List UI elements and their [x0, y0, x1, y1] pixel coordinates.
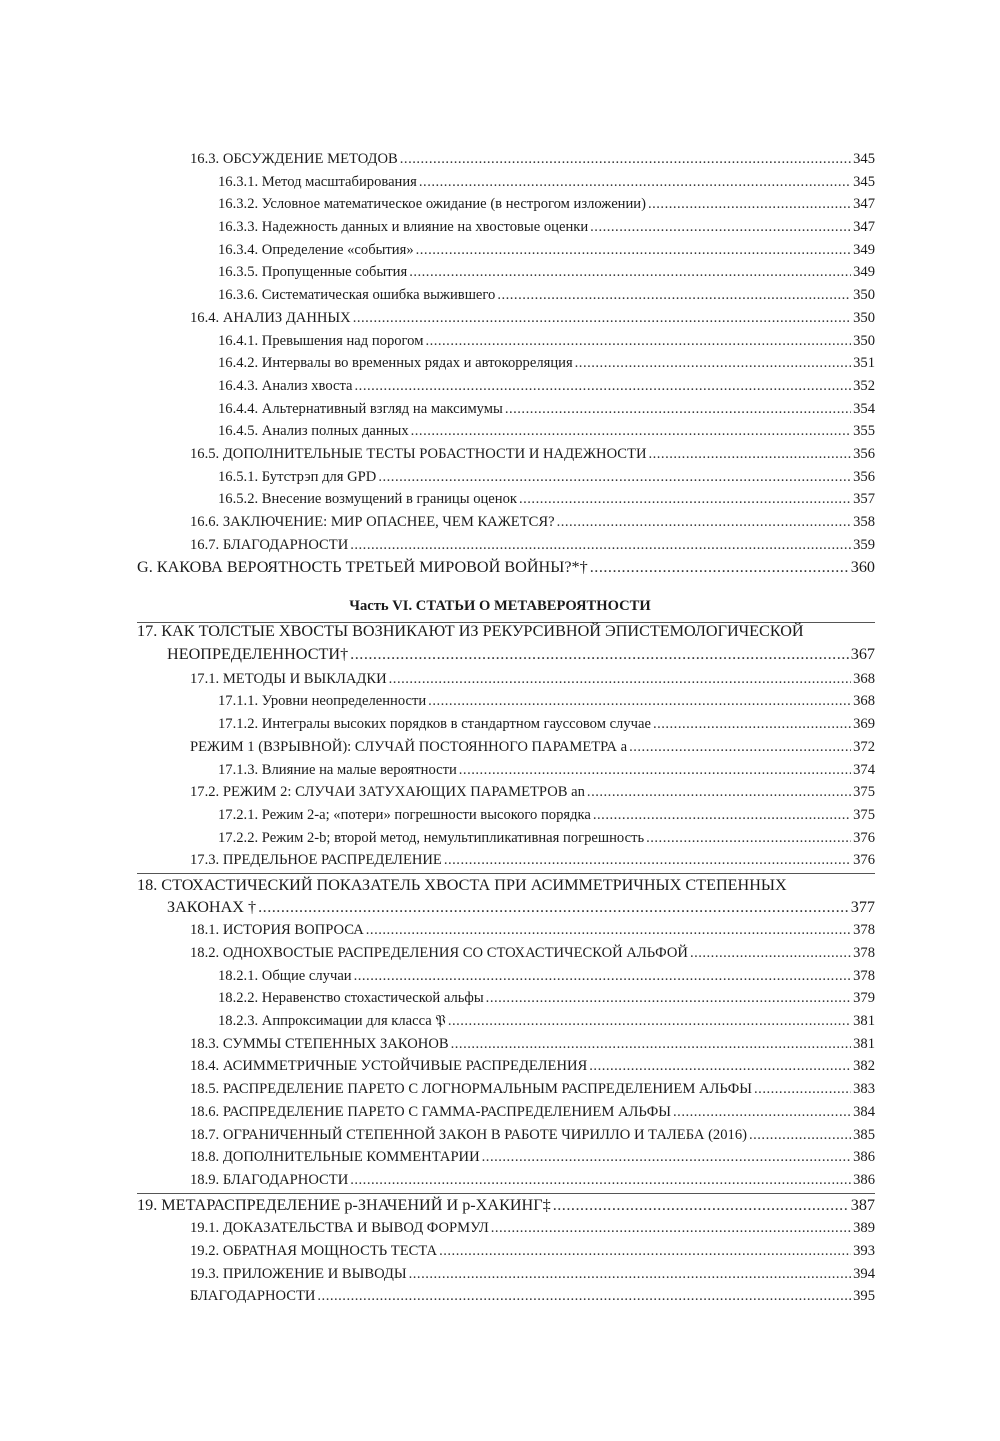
toc-entry-page: 379: [853, 990, 875, 1006]
toc-entry-title: G. КАКОВА ВЕРОЯТНОСТЬ ТРЕТЬЕЙ МИРОВОЙ ВОЙНЫ?*†: [137, 558, 588, 576]
toc-entry: [190, 1125, 875, 1145]
toc-entry-title: 18.2. ОДНОХВОСТЫЕ РАСПРЕДЕЛЕНИЯ СО СТОХАСТИЧЕСКОЙ АЛЬФОЙ: [190, 945, 688, 961]
toc-entry-title: 17.2.1. Режим 2-а; «потери» погрешности высокого порядка: [218, 807, 591, 823]
toc-entry-title: 16.4.3. Анализ хвоста: [218, 378, 353, 394]
toc-entry: [190, 512, 875, 532]
toc-entry-title: 16.3. ОБСУЖДЕНИЕ МЕТОДОВ: [190, 151, 398, 167]
part-heading: Часть VI. СТАТЬИ О МЕТАВЕРОЯТНОСТИ: [349, 598, 651, 614]
toc-entry: [218, 467, 875, 487]
toc-entry-page: 356: [853, 446, 875, 462]
toc-entry-title: 16.4.2. Интервалы во временных рядах и автокорреляция: [218, 355, 573, 371]
toc-entry-title: 16.3.2. Условное математическое ожидание (в нестрогом изложении): [218, 196, 646, 212]
toc-entry-page: 377: [850, 898, 875, 916]
toc-entry-page: 350: [853, 287, 875, 303]
toc-entry-title: 18.2.3. Аппроксимации для класса 𝔓: [218, 1013, 446, 1029]
toc-entry-title: 16.4.1. Превышения над порогом: [218, 333, 424, 349]
toc-entry-page: 386: [853, 1172, 875, 1188]
toc-entry: [218, 285, 875, 305]
toc-entry: [190, 1147, 875, 1167]
toc-entry-title: 18.4. АСИММЕТРИЧНЫЕ УСТОЙЧИВЫЕ РАСПРЕДЕЛЕНИЯ: [190, 1058, 588, 1074]
toc-entry: [190, 1264, 875, 1284]
toc-entry: [218, 353, 875, 373]
toc-entry-page: 387: [850, 1196, 875, 1214]
toc-entry: [218, 805, 875, 825]
toc-entry: [218, 376, 875, 396]
chapter-title-line: [137, 875, 787, 895]
divider: [137, 1193, 875, 1194]
toc-entry: [218, 399, 875, 419]
toc-entry-title: 16.3.4. Определение «события»: [218, 242, 414, 258]
toc-entry-title: 17.1.3. Влияние на малые вероятности: [218, 762, 457, 778]
toc-entry-page: 347: [853, 196, 875, 212]
toc-entry-title: 16.5.2. Внесение возмущений в границы оценок: [218, 491, 517, 507]
toc-entry-title: 19.2. ОБРАТНАЯ МОЩНОСТЬ ТЕСТА: [190, 1243, 438, 1259]
toc-entry-title: 19.1. ДОКАЗАТЕЛЬСТВА И ВЫВОД ФОРМУЛ: [190, 1220, 489, 1236]
chapter-title: ЗАКОНАХ †: [167, 898, 257, 916]
toc-entry-title: БЛАГОДАРНОСТИ: [190, 1288, 316, 1304]
toc-entry-page: 393: [853, 1243, 875, 1259]
toc-entry-page: 394: [853, 1266, 875, 1282]
toc-entry: [190, 1102, 875, 1122]
toc-entry-title: 18.1. ИСТОРИЯ ВОПРОСА: [190, 922, 364, 938]
toc-entry-title: 17.2. РЕЖИМ 2: СЛУЧАИ ЗАТУХАЮЩИХ ПАРАМЕТРОВ an: [190, 784, 585, 800]
toc-entry: [190, 308, 875, 328]
toc-entry-title: 18.9. БЛАГОДАРНОСТИ: [190, 1172, 349, 1188]
toc-entry: [190, 1286, 875, 1306]
toc-entry: [218, 1011, 875, 1031]
divider: [137, 873, 875, 874]
toc-entry: [190, 1034, 875, 1054]
toc-entry-title: 16.4. АНАЛИЗ ДАННЫХ: [190, 310, 351, 326]
toc-entry-page: 382: [853, 1058, 875, 1074]
toc-entry-page: 350: [853, 310, 875, 326]
toc-entry: [218, 714, 875, 734]
toc-entry-page: 378: [853, 922, 875, 938]
toc-entry-page: 358: [853, 514, 875, 530]
toc-entry: [190, 943, 875, 963]
toc-entry: [190, 1056, 875, 1076]
toc-entry-page: 350: [853, 333, 875, 349]
toc-entry-title: 16.3.1. Метод масштабирования: [218, 174, 417, 190]
toc-chapter-entry: [137, 1195, 875, 1215]
toc-entry: [190, 535, 875, 555]
toc-entry: [190, 1241, 875, 1261]
toc-entry-title: 16.3.6. Систематическая ошибка выжившего: [218, 287, 496, 303]
toc-entry-title: 18.2.1. Общие случаи: [218, 968, 352, 984]
chapter-title: НЕОПРЕДЕЛЕННОСТИ†: [167, 645, 349, 663]
toc-entry-page: 376: [853, 830, 875, 846]
toc-entry-title: 17.2.2. Режим 2-b; второй метод, немультипликативная погрешность: [218, 830, 645, 846]
toc-entry-page: 395: [853, 1288, 875, 1304]
toc-entry: [218, 194, 875, 214]
toc-entry-page: 374: [853, 762, 875, 778]
toc-entry-page: 354: [853, 401, 875, 417]
toc-entry-title: 16.4.5. Анализ полных данных: [218, 423, 409, 439]
toc-appendix-entry: [137, 557, 875, 577]
toc-entry-page: 384: [853, 1104, 875, 1120]
toc-entry-title: 18.6. РАСПРЕДЕЛЕНИЕ ПАРЕТО С ГАММА-РАСПРЕДЕЛЕНИЕМ АЛЬФЫ: [190, 1104, 672, 1120]
toc-entry: [218, 489, 875, 509]
toc-entry-title: 16.3.5. Пропущенные события: [218, 264, 408, 280]
toc-entry: [218, 966, 875, 986]
toc-entry-page: 347: [853, 219, 875, 235]
toc-entry: [218, 988, 875, 1008]
toc-entry: [218, 331, 875, 351]
toc-entry-page: 369: [853, 716, 875, 732]
toc-entry: [218, 691, 875, 711]
toc-entry-title: 19.3. ПРИЛОЖЕНИЕ И ВЫВОДЫ: [190, 1266, 407, 1282]
toc-entry: [190, 850, 875, 870]
toc-entry-title: 16.5.1. Бутстрэп для GPD: [218, 469, 377, 485]
toc-entry-title: 17.1.1. Уровни неопределенности: [218, 693, 427, 709]
toc-entry-page: 349: [853, 264, 875, 280]
toc-entry-title: РЕЖИМ 1 (ВЗРЫВНОЙ): СЛУЧАЙ ПОСТОЯННОГО ПАРАМЕТРА a: [190, 739, 628, 755]
toc-entry-page: 357: [853, 491, 875, 507]
toc-entry: [190, 1218, 875, 1238]
toc-entry: [218, 217, 875, 237]
toc-entry-page: 385: [853, 1127, 875, 1143]
toc-entry-page: 345: [853, 151, 875, 167]
toc-chapter-entry: [167, 644, 875, 664]
toc-entry: [218, 421, 875, 441]
toc-entry-page: 352: [853, 378, 875, 394]
toc-entry-page: 386: [853, 1149, 875, 1165]
toc-entry-page: 359: [853, 537, 875, 553]
toc-entry: [190, 444, 875, 464]
toc-entry-title: 16.4.4. Альтернативный взгляд на максимумы: [218, 401, 503, 417]
toc-entry: [190, 737, 875, 757]
toc-entry-title: 17.1. МЕТОДЫ И ВЫКЛАДКИ: [190, 671, 387, 687]
toc-entry-page: 355: [853, 423, 875, 439]
toc-entry-page: 368: [853, 693, 875, 709]
toc-entry-page: 375: [853, 807, 875, 823]
chapter-title: 17. КАК ТОЛСТЫЕ ХВОСТЫ ВОЗНИКАЮТ ИЗ РЕКУРСИВНОЙ ЭПИСТЕМОЛОГИЧЕСКОЙ: [137, 622, 804, 640]
toc-entry-title: 17.3. ПРЕДЕЛЬНОЕ РАСПРЕДЕЛЕНИЕ: [190, 852, 442, 868]
toc-entry-title: 18.3. СУММЫ СТЕПЕННЫХ ЗАКОНОВ: [190, 1036, 449, 1052]
toc-entry-page: 360: [850, 558, 875, 576]
toc-entry-page: 378: [853, 945, 875, 961]
toc-entry-title: 16.6. ЗАКЛЮЧЕНИЕ: МИР ОПАСНЕЕ, ЧЕМ КАЖЕТСЯ?: [190, 514, 555, 530]
toc-entry-title: 18.5. РАСПРЕДЕЛЕНИЕ ПАРЕТО С ЛОГНОРМАЛЬНЫМ РАСПРЕДЕЛЕНИЕМ АЛЬФЫ: [190, 1081, 753, 1097]
toc-entry-page: 368: [853, 671, 875, 687]
toc-entry: [190, 920, 875, 940]
toc-entry-page: 378: [853, 968, 875, 984]
toc-entry-page: 375: [853, 784, 875, 800]
toc-entry: [190, 1170, 875, 1190]
toc-entry: [190, 149, 875, 169]
toc-entry-title: 16.3.3. Надежность данных и влияние на хвостовые оценки: [218, 219, 589, 235]
toc-entry: [218, 172, 875, 192]
toc-entry-page: 381: [853, 1013, 875, 1029]
chapter-title: 18. СТОХАСТИЧЕСКИЙ ПОКАЗАТЕЛЬ ХВОСТА ПРИ АСИММЕТРИЧНЫХ СТЕПЕННЫХ: [137, 876, 787, 894]
toc-entry-title: 18.7. ОГРАНИЧЕННЫЙ СТЕПЕННОЙ ЗАКОН В РАБОТЕ ЧИРИЛЛО И ТАЛЕБА (2016): [190, 1127, 747, 1143]
toc-entry-page: 345: [853, 174, 875, 190]
toc-entry-title: 16.5. ДОПОЛНИТЕЛЬНЫЕ ТЕСТЫ РОБАСТНОСТИ И НАДЕЖНОСТИ: [190, 446, 647, 462]
chapter-title-line: [137, 621, 804, 641]
toc-entry-page: 372: [853, 739, 875, 755]
toc-entry-page: 376: [853, 852, 875, 868]
toc-entry-page: 389: [853, 1220, 875, 1236]
toc-entry-title: 17.1.2. Интегралы высоких порядков в стандартном гауссовом случае: [218, 716, 651, 732]
toc-entry-page: 349: [853, 242, 875, 258]
toc-entry: [190, 782, 875, 802]
toc-entry: [190, 1079, 875, 1099]
toc-entry-page: 367: [850, 645, 875, 663]
toc-entry: [218, 240, 875, 260]
toc-entry-page: 351: [853, 355, 875, 371]
toc-entry-title: 18.8. ДОПОЛНИТЕЛЬНЫЕ КОММЕНТАРИИ: [190, 1149, 480, 1165]
toc-entry-title: 18.2.2. Неравенство стохастической альфы: [218, 990, 484, 1006]
chapter-title: 19. МЕТАРАСПРЕДЕЛЕНИЕ p-ЗНАЧЕНИЙ И p-ХАКИНГ‡: [137, 1196, 551, 1214]
toc-entry: [218, 828, 875, 848]
toc-entry-page: 383: [853, 1081, 875, 1097]
toc-entry: [218, 760, 875, 780]
toc-entry-page: 381: [853, 1036, 875, 1052]
toc-entry: [218, 262, 875, 282]
toc-entry-title: 16.7. БЛАГОДАРНОСТИ: [190, 537, 349, 553]
toc-entry: [190, 669, 875, 689]
toc-chapter-entry: [167, 897, 875, 917]
toc-entry-page: 356: [853, 469, 875, 485]
